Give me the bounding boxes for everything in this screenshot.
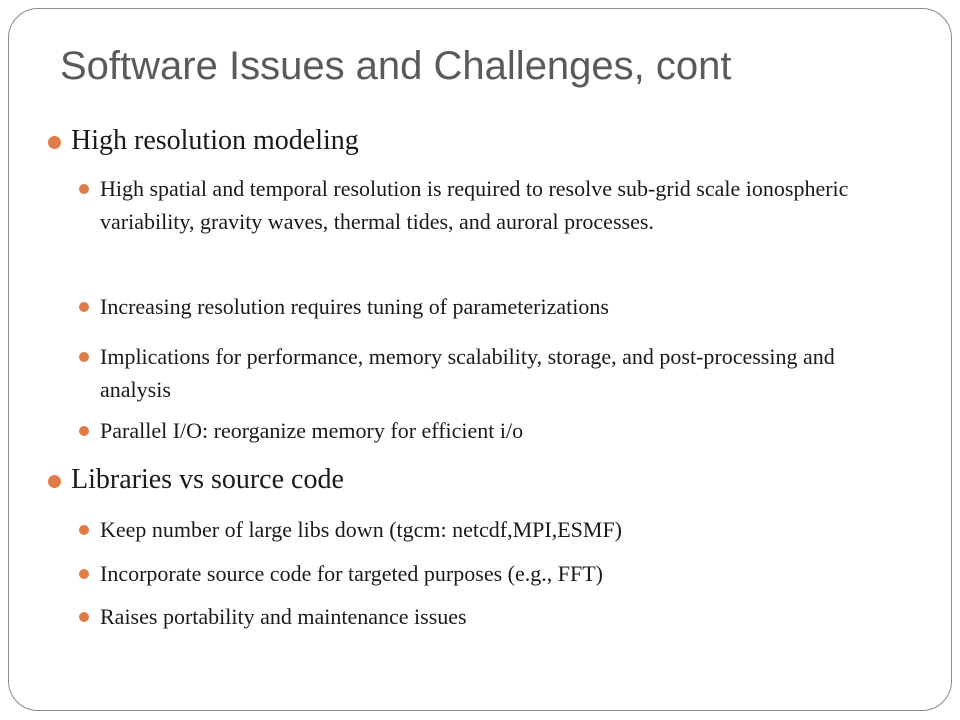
bullet-dot-icon (79, 569, 89, 579)
sub-bullet-text: Incorporate source code for targeted purposes (e.g., FFT) (100, 561, 603, 586)
bullet-dot-icon (48, 475, 61, 488)
bullet-dot-icon (79, 612, 89, 622)
sub-bullet-parallel-io (100, 414, 900, 447)
bullet-text: High resolution modeling (71, 125, 359, 156)
bullet-libraries-vs-source (71, 463, 911, 497)
bullet-high-resolution-modeling (71, 124, 911, 158)
sub-bullet-implications (100, 340, 860, 406)
sub-bullet-large-libs (100, 513, 900, 546)
bullet-dot-icon (79, 426, 89, 436)
sub-bullet-spatial-temporal (100, 172, 860, 238)
bullet-text: Libraries vs source code (71, 464, 344, 495)
sub-bullet-increasing-resolution (100, 290, 900, 323)
sub-bullet-text: Parallel I/O: reorganize memory for efficient i/o (100, 418, 524, 443)
sub-bullet-portability (100, 600, 900, 633)
bullet-dot-icon (79, 525, 89, 535)
sub-bullet-text: High spatial and temporal resolution is required to resolve sub-grid scale ionospheric variability, gravity waves, thermal tides, and auroral processes. (100, 176, 849, 234)
slide-title: Software Issues and Challenges, cont (60, 44, 732, 88)
sub-bullet-text: Raises portability and maintenance issues (100, 604, 467, 629)
bullet-dot-icon (79, 352, 89, 362)
bullet-dot-icon (79, 302, 89, 312)
bullet-dot-icon (48, 136, 61, 149)
bullet-dot-icon (79, 184, 89, 194)
sub-bullet-incorporate-source (100, 557, 900, 590)
sub-bullet-text: Increasing resolution requires tuning of parameterizations (100, 294, 609, 319)
sub-bullet-text: Implications for performance, memory scalability, storage, and post-processing and analysis (100, 344, 835, 402)
sub-bullet-text: Keep number of large libs down (tgcm: netcdf,MPI,ESMF) (100, 517, 623, 542)
